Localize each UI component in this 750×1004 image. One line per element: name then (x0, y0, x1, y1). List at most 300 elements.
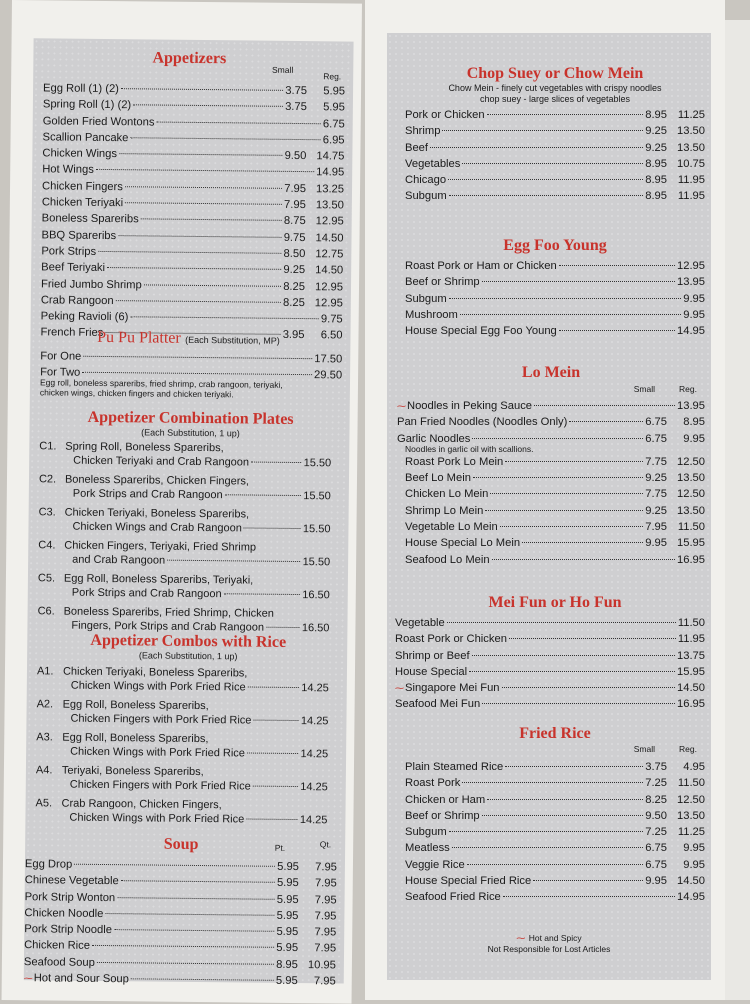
item-price-small: 7.25 (645, 826, 667, 839)
item-name: Chinese Vegetable (24, 874, 119, 888)
dot-leader (224, 593, 301, 595)
egg-foo-young-row (405, 258, 705, 274)
combo-price: 14.25 (301, 682, 329, 695)
chop-suey-list (405, 107, 705, 205)
item-name: French Fries (40, 326, 104, 340)
combo-line-1: Chicken Teriyaki, Boneless Spareribs, (64, 506, 250, 521)
item-price-regular: 12.95 (314, 280, 344, 294)
combo-line-1: Chicken Teriyaki, Boneless Spareribs, (62, 665, 248, 680)
dot-leader (117, 897, 275, 900)
item-price-regular: 7.95 (314, 926, 337, 939)
item-name: Chicken Teriyaki (41, 196, 124, 210)
item-price-regular: 11.50 (677, 521, 705, 534)
dot-leader (74, 864, 275, 867)
item-name: Chicken or Ham (405, 793, 486, 806)
lo-mein-col-reg: Reg. (679, 384, 697, 394)
item-price-regular: 13.50 (315, 199, 344, 212)
lo-mein-title: Lo Mein (521, 364, 581, 381)
item-price-regular: 13.25 (315, 182, 345, 196)
dot-leader (125, 186, 282, 189)
dot-leader (82, 372, 312, 375)
combo-line-2-text: Chicken Teriyaki and Crab Rangoon (73, 454, 250, 469)
item-name: Pork Strip Wonton (24, 890, 116, 904)
combo-with-rice (35, 796, 337, 827)
item-name: Scallion Pancake (42, 131, 129, 145)
item-name: Crab Rangoon (40, 294, 114, 307)
item-price-small: 6.75 (645, 858, 667, 871)
appetizers-section (40, 48, 345, 344)
dot-leader (253, 786, 299, 787)
dot-leader (492, 559, 675, 560)
fried-rice-row (405, 759, 705, 775)
item-name: Chicken Noodle (24, 907, 104, 920)
item-price-small: 7.95 (284, 198, 306, 212)
combo-description (62, 764, 338, 795)
combo-code: C2. (38, 473, 57, 486)
combo-code: C1. (39, 440, 57, 453)
fried-rice-col-small: Small (633, 744, 655, 754)
dot-leader (452, 847, 643, 848)
item-price: 12.95 (677, 260, 705, 272)
combination-plate (39, 439, 341, 470)
item-price-small: 9.25 (645, 504, 667, 517)
item-name: Beef or Shrimp (405, 276, 480, 289)
item-price-regular: 12.95 (314, 297, 343, 310)
dot-leader (225, 494, 302, 496)
dot-leader (107, 267, 281, 270)
dot-leader (485, 510, 643, 511)
lo-mein-col-small: Small (633, 384, 655, 394)
dot-leader (449, 831, 644, 832)
appetizers-list (40, 80, 345, 344)
item-price-small: 9.95 (645, 537, 667, 550)
combo-line-1: Crab Rangoon, Chicken Fingers, (61, 797, 222, 812)
dot-leader (98, 251, 282, 254)
item-price-small: 9.50 (284, 150, 307, 163)
dot-leader (482, 281, 675, 282)
item-price-regular: 7.95 (314, 910, 337, 923)
lo-mein-row (397, 398, 705, 414)
combo-line-1: Spring Roll, Boneless Spareribs, (65, 440, 224, 455)
item-price-regular: 13.95 (677, 400, 705, 412)
item-price-small: 3.75 (285, 84, 308, 98)
dot-leader (119, 153, 283, 156)
dot-leader (462, 782, 643, 783)
egg-foo-young-row (405, 274, 705, 290)
item-price-small: 8.95 (645, 190, 667, 203)
dot-leader (449, 195, 644, 196)
dot-leader (533, 880, 643, 881)
item-price-regular: 16.95 (677, 553, 705, 566)
item-name: Beef Teriyaki (41, 261, 106, 275)
lo-mein-list-2 (405, 454, 705, 568)
fried-rice-list (405, 759, 705, 906)
combo-code: A1. (36, 665, 54, 678)
combo-with-rice (36, 697, 338, 728)
mei-fun-row (395, 696, 705, 712)
item-name: Roast Pork Lo Mein (405, 455, 504, 468)
item-name: Chicken Rice (24, 939, 91, 953)
mei-fun-section (395, 594, 705, 713)
item-price-regular: 14.50 (677, 875, 705, 888)
item-name: Pork Strip Noodle (24, 923, 113, 937)
combos-rice-subtitle: (Each Substitution, 1 up) (138, 650, 238, 662)
item-price-regular: 13.50 (677, 504, 705, 517)
item-name: Pork or Chicken (405, 109, 485, 121)
item-price-regular: 14.50 (315, 231, 344, 245)
combo-line-1: Boneless Spareribs, Chicken Fingers, (64, 473, 250, 488)
combo-code: C3. (38, 506, 56, 519)
item-price-small: 8.25 (283, 296, 305, 309)
item-price-regular: 7.95 (314, 877, 337, 890)
combo-line-2 (65, 454, 341, 471)
dot-leader (482, 703, 675, 704)
combination-plate (39, 472, 341, 503)
item-name: Beef or Shrimp (405, 809, 480, 822)
item-price-regular: 11.25 (677, 826, 705, 839)
lo-mein-row (397, 414, 705, 430)
dot-leader (500, 526, 644, 527)
appetizers-col-reg: Reg. (323, 71, 342, 82)
combo-price: 14.25 (300, 748, 329, 761)
egg-foo-young-row (405, 307, 705, 323)
item-price-small: 7.95 (645, 521, 667, 534)
chop-suey-section (405, 65, 705, 205)
hot-spicy-icon: ⁓ (23, 973, 33, 984)
soup-col-qt: Qt. (319, 839, 332, 850)
combo-price: 15.50 (303, 490, 331, 503)
item-price-small: 3.95 (282, 329, 305, 342)
menu-footer (387, 933, 711, 955)
dot-leader (447, 622, 676, 623)
dot-leader (97, 962, 274, 965)
combo-line-2 (62, 745, 338, 762)
item-price-regular: 11.95 (677, 174, 705, 187)
fried-rice-title: Fried Rice (519, 725, 591, 742)
dot-leader (167, 560, 301, 562)
fried-rice-col-reg: Reg. (679, 744, 697, 754)
combo-line-1: Egg Roll, Boneless Spareribs, Teriyaki, (63, 572, 254, 587)
item-name: Egg Roll (1) (2) (43, 82, 119, 96)
chop-suey-title: Chop Suey or Chow Mein (466, 65, 644, 82)
item-name: Shrimp (405, 125, 441, 138)
chop-suey-row (405, 140, 705, 156)
soup-list (24, 856, 337, 990)
item-price-regular: 13.50 (677, 472, 705, 485)
combo-with-rice (36, 763, 338, 794)
chop-suey-note-2: chop suey - large slices of vegetables (479, 94, 631, 104)
item-name: Seafood Mei Fun (395, 698, 481, 711)
chop-suey-row (405, 123, 705, 139)
combo-with-rice (37, 664, 339, 695)
hot-spicy-icon: ⁓ (397, 401, 406, 411)
item-price-regular: 13.50 (677, 141, 705, 154)
dot-leader (96, 169, 314, 172)
item-price-regular: 9.75 (320, 313, 343, 326)
combo-line-2-text: Chicken Wings with Pork Fried Rice (69, 811, 245, 826)
item-price: 9.95 (683, 292, 705, 305)
right-menu-page (365, 0, 725, 1000)
dot-leader (448, 179, 643, 180)
item-name: Garlic Noodles (397, 432, 471, 445)
item-name: House Special (395, 665, 468, 678)
appetizers-title: Appetizers (152, 49, 227, 68)
dot-leader (246, 818, 298, 820)
combo-line-1: Egg Roll, Boneless Spareribs, (62, 698, 209, 713)
combo-line-2-text: Chicken Wings with Pork Fried Rice (70, 679, 246, 694)
item-price: 29.50 (314, 369, 343, 382)
item-price: 14.95 (677, 325, 705, 338)
combo-line-2-text: Pork Strips and Crab Rangoon (72, 487, 223, 502)
dot-leader (502, 687, 675, 688)
mei-fun-row (395, 615, 705, 631)
item-name: Chicken Lo Mein (405, 488, 489, 501)
dot-leader (141, 219, 282, 221)
lo-mein-row (405, 470, 705, 486)
item-price-small: 7.75 (645, 488, 667, 501)
right-menu-panel (387, 33, 711, 980)
combo-line-1: Boneless Spareribs, Fried Shrimp, Chicken (63, 605, 274, 620)
dot-leader (118, 235, 282, 238)
left-menu-page (2, 0, 362, 1004)
item-price-regular: 9.95 (683, 842, 705, 855)
item-name: Vegetables (405, 157, 461, 170)
lo-mein-row (405, 535, 705, 551)
chop-suey-row (405, 172, 705, 188)
combination-plate (38, 538, 340, 569)
item-name: Roast Pork or Chicken (395, 633, 507, 646)
item-name: Veggie Rice (405, 858, 465, 871)
combo-description (64, 539, 340, 570)
next-page-edge (725, 20, 750, 1000)
combo-price: 16.50 (302, 589, 330, 602)
item-name: Seafood Fried Rice (405, 891, 501, 904)
combos-rice-section (35, 631, 339, 832)
combination-list (37, 439, 341, 635)
item-price-regular: 14.95 (677, 891, 705, 904)
item-price-small: 8.75 (283, 215, 306, 228)
item-name: House Special Lo Mein (405, 537, 521, 550)
dot-leader (121, 88, 283, 91)
mei-fun-row (395, 664, 705, 680)
item-price-regular: 11.95 (677, 190, 705, 203)
item-price-small: 5.95 (276, 926, 299, 939)
item-price-regular: 7.95 (314, 893, 337, 907)
dot-leader (442, 130, 643, 131)
combo-description (62, 698, 338, 729)
egg-foo-young-row (405, 323, 705, 339)
item-name: Noodles in Peking Sauce (407, 400, 533, 412)
item-price: 15.95 (677, 665, 705, 678)
item-price-regular: 11.25 (677, 109, 705, 121)
hot-spicy-icon: ⁓ (516, 933, 526, 943)
soup-row (24, 970, 336, 990)
item-name: Subgum (405, 826, 447, 839)
item-price: 13.75 (677, 649, 705, 662)
dot-leader (460, 314, 681, 315)
pupu-title: Pu Pu Platter (97, 328, 181, 347)
lo-mein-row (405, 454, 705, 470)
item-price: 11.95 (677, 633, 705, 646)
item-name: Vegetable Lo Mein (405, 521, 498, 534)
item-price-small: 8.95 (645, 109, 667, 121)
item-price-small: 9.50 (645, 809, 667, 822)
dot-leader (244, 527, 301, 529)
item-name: Chicken Fingers (41, 180, 123, 193)
item-name: Mushroom (405, 308, 458, 321)
combo-line-2-text: and Crab Rangoon (72, 553, 166, 567)
dot-leader (116, 300, 281, 303)
combo-line-2 (64, 520, 340, 537)
fried-rice-row (405, 873, 705, 889)
item-name: Meatless (405, 842, 450, 855)
dot-leader (487, 799, 643, 800)
item-price-small: 3.75 (645, 761, 667, 773)
combo-line-2 (65, 487, 341, 504)
dot-leader (130, 316, 319, 319)
combo-code: C6. (37, 605, 55, 618)
item-price-small: 5.95 (276, 909, 299, 922)
dot-leader (473, 477, 643, 478)
chop-suey-note-1: Chow Mein - finely cut vegetables with crispy noodles (448, 83, 662, 93)
item-price-regular: 6.75 (322, 117, 345, 131)
soup-col-pt: Pt. (274, 842, 286, 853)
item-price-small: 5.95 (277, 860, 299, 874)
item-price-small: 9.25 (283, 264, 306, 277)
item-price: 13.95 (677, 276, 705, 289)
dot-leader (83, 356, 312, 359)
combo-line-1: Teriyaki, Boneless Spareribs, (61, 764, 204, 779)
hot-spicy-icon: ⁓ (395, 683, 404, 694)
dot-leader (505, 461, 643, 462)
item-price-regular: 10.95 (307, 958, 336, 972)
combo-description (63, 605, 339, 636)
combo-price: 14.25 (299, 814, 328, 827)
item-name: Seafood Lo Mein (405, 553, 490, 566)
item-name: Beef (405, 141, 429, 154)
dot-leader (487, 114, 644, 115)
egg-foo-young-list (405, 258, 705, 339)
item-price-regular: 12.50 (677, 793, 705, 806)
combo-line-2-text: Chicken Fingers with Pork Fried Rice (69, 778, 251, 793)
item-name: Subgum (405, 292, 447, 305)
pupu-section (40, 328, 343, 400)
item-price-regular: 12.95 (315, 215, 344, 228)
dot-leader (114, 929, 275, 932)
dot-leader (472, 655, 675, 656)
item-name: BBQ Spareribs (41, 228, 117, 242)
combo-line-2 (64, 586, 340, 603)
dot-leader (569, 421, 643, 422)
item-name: Spring Roll (1) (2) (42, 98, 132, 112)
item-price-regular: 15.95 (677, 537, 705, 550)
left-menu-panel (23, 38, 354, 988)
item-price-small: 5.95 (276, 893, 299, 906)
combo-line-2-text: Chicken Wings with Pork Fried Rice (70, 745, 246, 760)
item-price-small: 6.75 (645, 432, 667, 445)
dot-leader (125, 202, 282, 205)
item-price-small: 7.95 (284, 182, 307, 195)
pupu-desc-line1: Egg roll, boneless spareribs, fried shrimp, crab rangoon, teriyaki, (39, 376, 283, 390)
dot-leader (534, 405, 675, 406)
item-name: Roast Pork or Ham or Chicken (405, 260, 557, 272)
chop-suey-row (405, 107, 705, 123)
soup-title: Soup (163, 835, 199, 853)
combo-line-2 (61, 811, 337, 828)
garlic-noodles-note: Noodles in garlic oil with scallions. (405, 443, 534, 454)
item-price-regular: 10.75 (677, 157, 705, 170)
item-name: Shrimp or Beef (395, 649, 470, 662)
combo-code: A5. (35, 797, 53, 810)
item-price-small: 5.95 (275, 974, 298, 988)
combo-code: A2. (36, 698, 54, 711)
combo-price: 15.50 (302, 556, 331, 569)
item-price-regular: 6.50 (320, 329, 343, 342)
item-name: Seafood Soup (23, 955, 95, 969)
item-price-regular: 14.50 (315, 264, 344, 277)
combo-price: 14.25 (300, 781, 328, 794)
dot-leader (509, 638, 676, 639)
dot-leader (248, 687, 300, 689)
fried-rice-row (405, 840, 705, 856)
combo-description (61, 797, 337, 828)
item-price-small: 9.75 (283, 231, 306, 244)
combo-line-1: Chicken Fingers, Teriyaki, Fried Shrimp (64, 539, 257, 554)
item-name: Beef Lo Mein (405, 472, 471, 485)
chop-suey-row (405, 188, 705, 204)
item-price-small: 9.25 (645, 472, 667, 485)
item-name: Peking Ravioli (6) (40, 310, 129, 324)
item-price-small: 8.25 (645, 793, 667, 806)
chop-suey-row (405, 156, 705, 172)
item-price-small: 8.95 (645, 157, 667, 170)
dot-leader (247, 753, 299, 755)
dot-leader (105, 913, 274, 916)
item-price-small: 9.25 (645, 125, 667, 138)
combo-description (63, 665, 339, 696)
dot-leader (467, 864, 644, 865)
item-price-regular: 12.50 (677, 488, 705, 501)
item-name: Singapore Mei Fun (405, 682, 500, 695)
item-price-small: 5.95 (276, 942, 299, 955)
dot-leader (469, 671, 675, 672)
combo-code: A3. (36, 731, 53, 744)
combos-rice-list (35, 664, 339, 827)
item-price-regular: 13.50 (677, 125, 705, 138)
item-price-regular: 7.95 (315, 861, 337, 874)
item-price-regular: 14.75 (316, 150, 345, 163)
item-name: Plain Steamed Rice (405, 761, 504, 773)
combo-line-2-text: Chicken Wings and Crab Rangoon (72, 520, 242, 535)
combo-line-2-text: Pork Strips and Crab Rangoon (71, 586, 222, 601)
combination-section (37, 408, 341, 640)
dot-leader (462, 163, 643, 164)
item-price-small: 6.75 (645, 842, 667, 855)
combo-line-2-text: Fingers, Pork Strips and Crab Rangoon (71, 619, 265, 634)
item-price-regular: 9.95 (683, 432, 705, 445)
dot-leader (156, 121, 320, 124)
item-name: For Two (40, 366, 81, 380)
item-name: Vegetable (395, 617, 445, 629)
combo-price: 15.50 (302, 523, 331, 536)
item-price-regular: 14.95 (316, 166, 345, 179)
dot-leader (559, 265, 675, 266)
combo-price: 15.50 (303, 457, 332, 470)
dot-leader (130, 137, 320, 140)
item-name: Pork Strips (41, 245, 97, 258)
egg-foo-young-title: Egg Foo Young (503, 237, 607, 254)
lost-articles-note: Not Responsible for Lost Articles (487, 944, 611, 954)
